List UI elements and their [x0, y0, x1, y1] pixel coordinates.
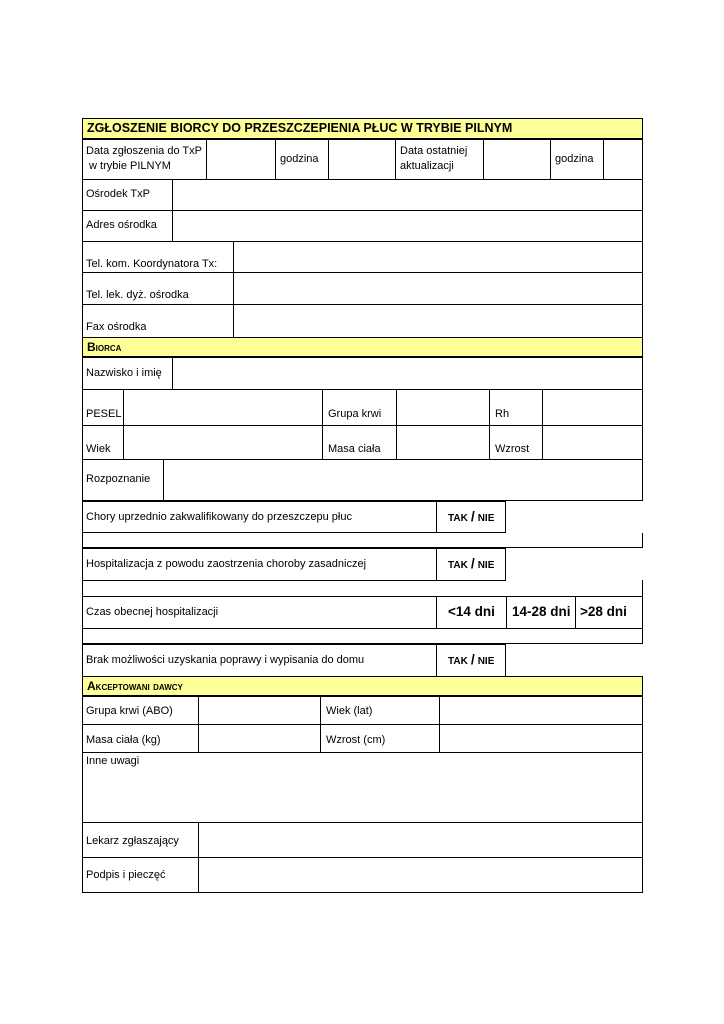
label-brak-mozliwosci: Brak możliwości uzyskania poprawy i wypisania do domu [86, 654, 365, 666]
inne-uwagi-input[interactable] [83, 770, 642, 822]
section-biorca-title: Biorca [87, 340, 122, 354]
label-czas-hospitalizacji: Czas obecnej hospitalizacji [86, 606, 219, 618]
section-biorca-banner [82, 337, 643, 357]
dawca-wiek-input[interactable] [440, 697, 642, 723]
option-tak[interactable]: TAK [448, 656, 468, 667]
label-data-aktualizacji-1: Data ostatniej [400, 145, 468, 157]
label-godzina-2: godzina [555, 153, 594, 165]
option-nie[interactable]: NIE [477, 560, 495, 571]
label-hospitalizacja: Hospitalizacja z powodu zaostrzenia choroby zasadniczej [86, 558, 367, 570]
tak-nie-separator: / [470, 508, 475, 524]
label-rh: Rh [495, 408, 510, 420]
adres-osrodka-input[interactable] [173, 211, 642, 240]
label-chory-uprzednio: Chory uprzednio zakwalifikowany do przeszczepu płuc [86, 511, 352, 523]
label-lekarz: Lekarz zgłaszający [86, 835, 179, 847]
spacer-row-2 [82, 580, 643, 597]
option-14-28-dni[interactable]: 14-28 dni [512, 604, 571, 619]
label-osrodek-txp: Ośrodek TxP [86, 188, 150, 200]
osrodek-txp-input[interactable] [173, 180, 642, 209]
option-lt14-dni[interactable]: <14 dni [448, 604, 495, 619]
dawca-grupa-krwi-input[interactable] [199, 697, 319, 723]
label-wiek: Wiek [86, 443, 111, 455]
label-adres-osrodka: Adres ośrodka [86, 219, 157, 231]
dawca-masa-input[interactable] [199, 725, 319, 752]
label-tel-lekarza: Tel. lek. dyż. ośrodka [86, 289, 189, 301]
label-inne-uwagi: Inne uwagi [86, 755, 140, 767]
tak-nie-hospitalizacja[interactable] [448, 556, 494, 573]
option-nie[interactable]: NIE [477, 656, 495, 667]
tel-lekarza-input[interactable] [234, 273, 642, 303]
label-grupa-krwi: Grupa krwi [328, 408, 382, 420]
option-tak[interactable]: TAK [448, 560, 468, 571]
fax-osrodka-input[interactable] [234, 305, 642, 337]
label-masa-ciala: Masa ciała [328, 443, 381, 455]
tak-nie-separator: / [470, 651, 475, 667]
label-rozpoznanie: Rozpoznanie [86, 473, 151, 485]
label-godzina-1: godzina [280, 153, 319, 165]
tak-nie-separator: / [470, 555, 475, 571]
pesel-input[interactable] [124, 390, 321, 424]
dawca-wzrost-input[interactable] [440, 725, 642, 752]
data-zgloszenia-input[interactable] [207, 140, 274, 179]
label-data-aktualizacji-2: aktualizacji [400, 160, 454, 172]
option-tak[interactable]: TAK [448, 513, 468, 524]
label-data-zgloszenia-1: Data zgłoszenia do TxP [86, 145, 202, 157]
masa-ciala-input[interactable] [397, 426, 488, 459]
data-aktualizacji-input[interactable] [484, 140, 549, 179]
rozpoznanie-input[interactable] [164, 460, 642, 500]
label-wiek-lat: Wiek (lat) [326, 705, 373, 717]
form-title: ZGŁOSZENIE BIORCY DO PRZESZCZEPIENIA PŁUC W TRYBIE PILNYM [87, 121, 513, 135]
tak-nie-chory-uprzednio[interactable] [448, 509, 494, 526]
label-pesel: PESEL [86, 408, 122, 420]
label-wzrost: Wzrost [495, 443, 530, 455]
option-gt28-dni[interactable]: >28 dni [580, 604, 627, 619]
option-nie[interactable]: NIE [477, 513, 495, 524]
nazwisko-input[interactable] [173, 358, 642, 389]
wiek-input[interactable] [124, 426, 321, 459]
wzrost-input[interactable] [543, 426, 642, 459]
tak-nie-brak-mozliwosci[interactable] [448, 652, 494, 669]
podpis-input[interactable] [199, 858, 642, 892]
godzina-aktualizacji-input[interactable] [604, 140, 642, 179]
label-podpis: Podpis i pieczęć [86, 869, 166, 881]
label-masa-kg: Masa ciała (kg) [86, 734, 161, 746]
label-fax-osrodka: Fax ośrodka [86, 321, 147, 333]
label-nazwisko: Nazwisko i imię [86, 367, 162, 379]
lekarz-input[interactable] [199, 823, 642, 856]
rh-input[interactable] [543, 390, 642, 424]
spacer-row-1 [82, 533, 643, 548]
label-tel-koordynatora: Tel. kom. Koordynatora Tx: [86, 258, 218, 270]
section-dawcy-title: Akceptowani dawcy [87, 679, 183, 693]
label-wzrost-cm: Wzrost (cm) [326, 734, 386, 746]
label-data-zgloszenia-2: w trybie PILNYM [86, 160, 171, 172]
label-grupa-krwi-abo: Grupa krwi (ABO) [86, 705, 173, 717]
spacer-row-3 [82, 628, 643, 644]
grupa-krwi-input[interactable] [397, 390, 488, 424]
tel-koordynatora-input[interactable] [234, 242, 642, 271]
godzina-zgloszenia-input[interactable] [329, 140, 394, 179]
